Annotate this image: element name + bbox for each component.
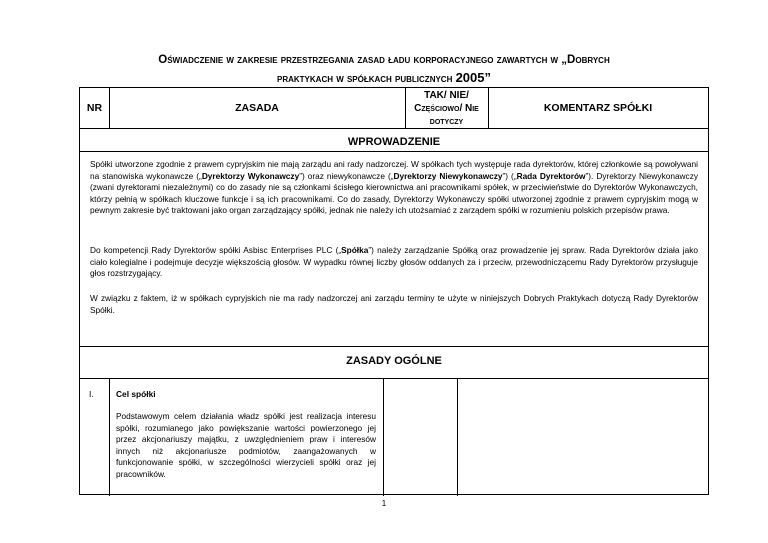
intro-p1-text: ”) („: [502, 170, 517, 181]
document-title: [60, 52, 708, 88]
intro-paragraph-3: W związku z faktem, iż w spółkach cypryjskich nie ma rady nadzorczej ani zarządu terminy te użyte w niniejszych Dobrych Praktykach dotyczą Rady Dyrektorów Spółki.: [90, 293, 698, 315]
header-status: [405, 88, 488, 128]
column-divider: [405, 88, 406, 128]
column-divider: [457, 378, 458, 496]
column-divider: [488, 88, 489, 128]
title-year: 2005”: [455, 70, 491, 85]
page-number: 1: [381, 499, 387, 508]
intro-p2-text: ”) należy zarządzanie Spółką oraz prowadzenie jej spraw. Rada Dyrektorów działa jako ciało kolegialne i podejmuje decyzje większością głosów. W wypadku równej liczby głosów oddanych za i przeciw, przewodniczącemu Rady Dyrektorów przysługuje głos rozstrzygający.: [90, 245, 698, 279]
row-divider: [80, 151, 708, 152]
intro-p1-term-board: Rada Dyrektorów: [516, 170, 586, 181]
intro-p1-term-nonexecutive: Dyrektorzy Niewykonawczy: [393, 170, 503, 181]
intro-p1-text: Spółki utworzone zgodnie z prawem cypryjskim nie mają zarządu ani rady nadzorczej. W spółkach tych występuje rada dyrektorów, której członkowie są powoływani na stanowiska wykonawcze („: [90, 159, 698, 181]
intro-p2-text: Do kompetencji Rady Dyrektorów spółki Asbisc Enterprises PLC („: [90, 245, 342, 255]
header-status-line-3: dotyczy: [429, 115, 464, 127]
header-nr: NR: [86, 102, 103, 114]
column-divider: [109, 378, 110, 496]
title-line-1: Oświadczenie w zakresie przestrzegania zasad ładu korporacyjnego zawartych w „Dobrych: [158, 54, 610, 66]
intro-paragraph-1: [90, 159, 698, 217]
intro-p1-text: ”). Dyrektorzy Niewykonawczy (zwani dyrektorami niezależnymi) co do zasady nie są członkami ścisłego kierownictwa ani pracownikami spółek, w przeciwieństwie do Dyrektorów Wykonawczych, którzy pełnią w spółkach kluczowe funkcje i są ich pracownikami. Co do zasady, Dyrektorzy Wykonawczy spółki utworzonej zgodnie z prawem cypryjskim mogą w pewnym zakresie być traktowani jako organ zarządzający spółki, jednak nie należy ich utożsamiać z zarządem spółki w rozumieniu polskich przepisów prawa.: [90, 170, 698, 216]
intro-p1-term-executive: Dyrektorzy Wykonawczy: [201, 170, 300, 181]
row-heading: Cel spółki: [116, 389, 156, 399]
intro-p2-term-company: Spółka: [341, 245, 369, 255]
header-status-line-1: TAK/ NIE/: [424, 89, 469, 101]
column-divider: [109, 88, 110, 128]
general-section-title: ZASADY OGÓLNE: [346, 355, 442, 367]
row-principle-text: Podstawowym celem działania władz spółki jest realizacja interesu spółki, rozumianego jako powiększanie wartości powierzonego jej przez akcjonariuszy majątku, z uwzględnieniem praw i interesów innych niż akcjonariusze podmiotów, zaangażowanych w funkcjonowanie spółki, w szczególności wierzycieli spółki oraz jej pracowników.: [116, 411, 376, 479]
intro-paragraph-2: [90, 245, 698, 280]
row-divider: [80, 346, 708, 347]
row-divider: [80, 378, 708, 379]
title-line-2: [60, 69, 708, 88]
intro-section-title: WPROWADZENIE: [347, 136, 441, 148]
principles-table: [79, 87, 709, 495]
row-number: I.: [89, 389, 94, 399]
row-divider: [80, 128, 708, 129]
intro-p1-text: ”) oraz niewykonawcze („: [299, 170, 394, 181]
header-komentarz: KOMENTARZ SPÓŁKI: [543, 102, 653, 114]
header-zasada: ZASADA: [235, 102, 279, 114]
title-line-2-text: praktykach w spółkach publicznych: [277, 73, 453, 85]
column-divider: [383, 378, 384, 496]
header-status-line-2: Częściowo/ Nie: [414, 102, 479, 114]
